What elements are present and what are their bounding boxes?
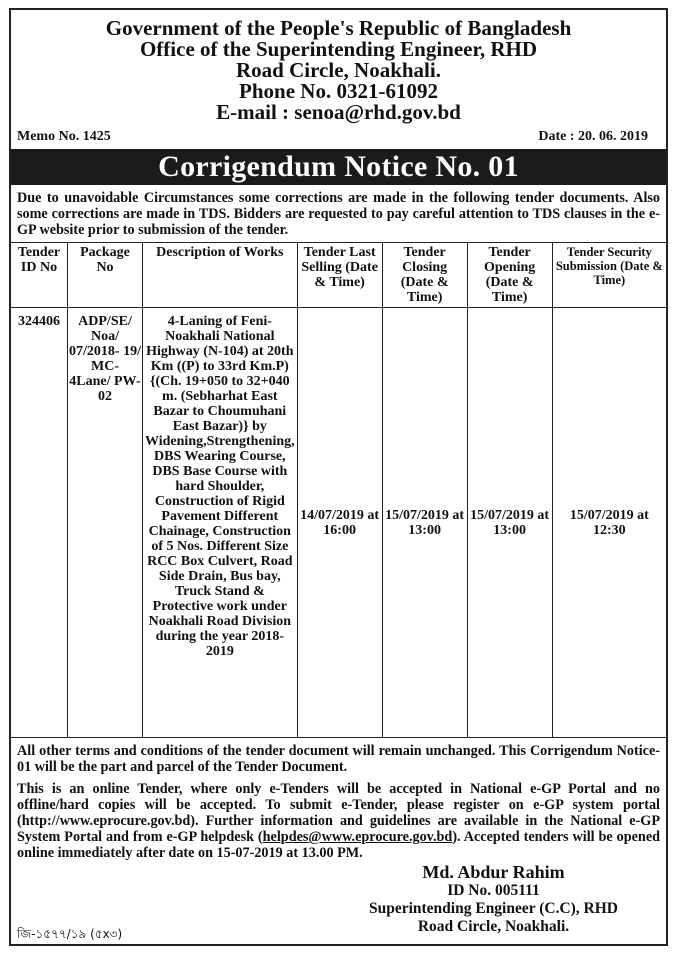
signatory-id: ID No. 005111 bbox=[447, 882, 540, 899]
header-phone: Phone No. 0321-61092 bbox=[239, 79, 438, 103]
tender-table bbox=[11, 242, 666, 738]
memo-number: Memo No. 1425 bbox=[17, 129, 111, 144]
table-header-row bbox=[11, 243, 666, 308]
cell-opening: 15/07/2019 at 13:00 bbox=[467, 308, 552, 738]
cell-closing: 15/07/2019 at 13:00 bbox=[382, 308, 467, 738]
header-office: Office of the Superintending Engineer, RHD bbox=[139, 37, 538, 61]
cell-last-selling: 14/07/2019 at 16:00 bbox=[297, 308, 382, 738]
online-tender-paragraph bbox=[11, 775, 666, 861]
letterhead bbox=[11, 10, 666, 123]
signatory-title: Superintending Engineer (C.C), RHD bbox=[368, 900, 618, 917]
col-header-closing: Tender Closing (Date & Time) bbox=[382, 243, 467, 308]
table-row bbox=[11, 308, 666, 738]
cell-description: 4-Laning of Feni-Noakhali National Highway (N-104) at 20th Km ((P) to 33rd Km.P) {(Ch. 19+050 to 32+040 m. (Sebharhat East Bazar to Choumuhani East Bazar)} by Widening,Strengthening, DBS Wearing Course, DBS Base Course with hard Shoulder, Construction of Rigid Pavement Different Chainage, Construction of 5 Nos. Different Size RCC Box Culvert, Road Side Drain, Bus bay, Truck Stand & Protective work under Noakhali Road Division during the year 2018-2019 bbox=[143, 308, 298, 738]
header-email: E-mail : senoa@rhd.gov.bd bbox=[216, 100, 461, 124]
cell-package: ADP/SE/ Noa/ 07/2018- 19/ MC- 4Lane/ PW-02 bbox=[68, 308, 143, 738]
notice-page bbox=[9, 8, 668, 946]
col-header-security: Tender Security Submission (Date & Time) bbox=[552, 243, 666, 308]
col-header-description: Description of Works bbox=[143, 243, 298, 308]
notice-title: Corrigendum Notice No. 01 bbox=[11, 149, 666, 185]
online-tender-text-a: This is an online Tender, where only e-Tenders will be accepted in National e-GP Portal and no offline/hard copies will be accepted. To submit e-Tender, please register on e-GP system portal (http://www.eprocure.gov.bd). Further information and guidelines are available in the National e-GP System Portal and from e-GP helpdesk ( bbox=[17, 781, 660, 845]
col-header-opening: Tender Opening (Date & Time) bbox=[467, 243, 552, 308]
header-circle: Road Circle, Noakhali. bbox=[236, 58, 441, 82]
notice-date: Date : 20. 06. 2019 bbox=[538, 129, 648, 144]
signatory-office: Road Circle, Noakhali. bbox=[417, 918, 570, 935]
intro-paragraph: Due to unavoidable Circumstances some corrections are made in the following tender documents. Also some corrections are made in TDS. Bidders are requested to pay careful attention to TDS clauses in the e-GP website prior to submission of the tender. bbox=[17, 190, 660, 238]
col-header-tender-id: Tender ID No bbox=[11, 243, 68, 308]
signature-block bbox=[369, 862, 618, 936]
memo-row bbox=[11, 123, 666, 145]
helpdesk-email-link[interactable]: helpdes@www.eprocure.gov.bd bbox=[262, 829, 453, 845]
cell-security: 15/07/2019 at 12:30 bbox=[552, 308, 666, 738]
col-header-package: Package No bbox=[68, 243, 143, 308]
header-government: Government of the People's Republic of Bangladesh bbox=[105, 16, 572, 40]
col-header-last-selling: Tender Last Selling (Date & Time) bbox=[297, 243, 382, 308]
publication-code: জি-১৫৭৭/১৯ (৫x৩) bbox=[17, 927, 123, 941]
cell-tender-id: 324406 bbox=[11, 308, 68, 738]
signatory-name: Md. Abdur Rahim bbox=[422, 862, 565, 882]
terms-paragraph: All other terms and conditions of the tender document will remain unchanged. This Corrigendum Notice-01 will be the part and parcel of the Tender Document. bbox=[17, 743, 660, 775]
online-tender-text-b: ). Accepted tenders will be opened online immediately after date on 15-07-2019 at 13.00 PM. bbox=[17, 829, 661, 861]
